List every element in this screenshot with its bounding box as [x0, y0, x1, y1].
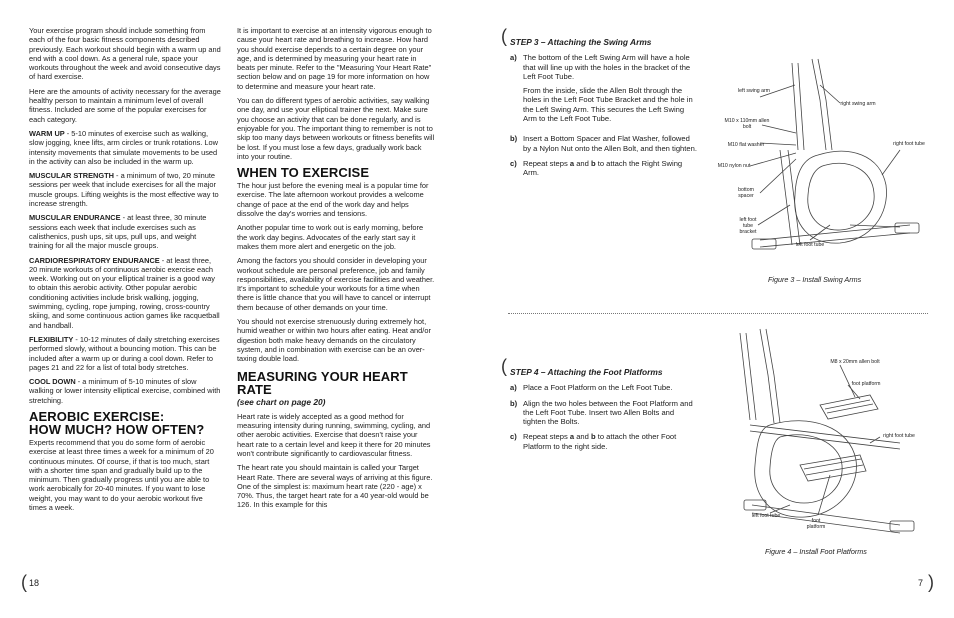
bracket-ornament-icon: (	[21, 572, 27, 592]
label-foot-platform-top: foot platform	[851, 381, 881, 387]
label-right-swing-arm: right swing arm	[840, 101, 876, 107]
label-left-foot-tube: left foot tube	[751, 513, 781, 519]
heart-rate-subheading: (see chart on page 20)	[237, 396, 326, 407]
page-number-left	[21, 572, 40, 592]
strength-label: MUSCULAR STRENGTH	[29, 171, 114, 181]
step-3-letter-b: b)	[510, 134, 518, 144]
step-4-item-b	[510, 399, 698, 427]
label-m10-nylon-nut: M10 nylon nut	[717, 163, 751, 169]
label-m10-allen-bolt: M10 x 110mm allen bolt	[724, 118, 770, 130]
page-number-right	[918, 572, 934, 592]
cool-down-text: - a minimum of 5-10 minutes of slow walking or lower intensity elliptical exercise, combined with stretching.	[29, 377, 221, 405]
step-4-item-a	[510, 383, 698, 392]
step-4-a-text: Place a Foot Platform on the Left Foot Tube.	[523, 383, 673, 393]
middle-text-column	[237, 26, 435, 515]
endurance-label: MUSCULAR ENDURANCE	[29, 213, 121, 223]
heart-rate-heading: MEASURING YOUR HEART RATE	[237, 368, 408, 397]
step-3-item-c	[510, 159, 698, 178]
endurance-paragraph	[29, 213, 221, 250]
endurance-text: - at least three, 30 minute sessions each week that include exercises such as calisthenics, push ups, sit ups, pull ups, and weight training for all the major muscle groups.	[29, 213, 207, 251]
figure-4-caption: Figure 4 – Install Foot Platforms	[765, 547, 867, 556]
cardio-label: CARDIORESPIRATORY ENDURANCE	[29, 255, 160, 265]
intro-paragraph: Your exercise program should include something from each of the four basic fitness components described previously. Each workout should begin with a warm up and end with a cool down. As a general rule, space your workouts throughout the week and avoid consecutive days of hard exercise.	[29, 26, 221, 82]
when-to-exercise-heading: WHEN TO EXERCISE	[237, 165, 370, 181]
label-left-swing-arm: left swing arm	[738, 88, 770, 94]
figure-3-caption: Figure 3 – Install Swing Arms	[768, 275, 862, 284]
section-divider	[508, 313, 928, 314]
page-number-right-text: 7	[918, 578, 924, 588]
step-4-b-text: Align the two holes between the Foot Platform and the Left Foot Tube. Insert two Allen Bolts and tighten the Bolts.	[523, 398, 693, 427]
step-3-section	[501, 26, 698, 184]
cardio-text: - at least three, 20 minute workouts of continuous aerobic exercise each week. Working out on your elliptical trainer is a good way to obtain this aerobic activity. Other popular aerobic conditioning activities include brisk walking, jogging, swimming, cycling, rope jumping, rowing, cross-country skiing, and some continuous action games like racquetball and handball.	[29, 255, 220, 330]
figure-4-illustration	[730, 325, 930, 540]
label-right-foot-tube: right foot tube	[883, 433, 915, 439]
step-3-c-text: Repeat steps a and b to attach the Right Swing Arm.	[523, 158, 683, 178]
warm-up-label: WARM UP	[29, 128, 65, 138]
when-paragraph-1: The hour just before the evening meal is a popular time for exercise. The late afternoon workout provides a welcome change of pace at the end of the work day and helps dissolve the day's worries and tensions.	[237, 181, 429, 219]
label-right-foot-tube: right foot tube	[893, 141, 925, 147]
aerobic-paragraph: Experts recommend that you do some form of aerobic exercise at least three times a week for a minimum of 20 continuous minutes. Of course, if that is too much, start with a shorter time span and gradually build up to the minimum. Then gradually progress until you are able to work aerobically for 20-40 minutes. If you want to lose weight, you may want to do your aerobic workout five times a week.	[29, 437, 214, 513]
aerobic-heading-line1: AEROBIC EXERCISE:	[29, 408, 165, 424]
flexibility-paragraph	[29, 335, 221, 372]
aerobic-heading-line2: HOW MUCH? HOW OFTEN?	[29, 421, 205, 437]
step-3-b-text: Insert a Bottom Spacer and Flat Washer, followed by a Nylon Nut onto the Allen Bolt, and then tighten.	[523, 134, 697, 153]
bracket-ornament-icon: (	[501, 26, 507, 46]
step-3-title-text: STEP 3 – Attaching the Swing Arms	[510, 37, 652, 47]
strength-text: - a minimum of two, 20 minute sessions per week that include exercises for all the major muscle groups. Lifting weights is the most effective way to increase strength.	[29, 171, 219, 209]
heart-rate-paragraph-1: Heart rate is widely accepted as a good method for measuring intensity during running, swimming, cycling, and other aerobic activities. Exercise that doesn't raise your heart rate to a certain level and keep it there for 20 minutes won't contribute significantly to cardiovascular fitness.	[237, 411, 431, 458]
intensity-paragraph: It is important to exercise at an intensity vigorous enough to cause your heart rate and breathing to increase. How hard you should exercise depends to a certain degree on your age, and is determined by measuring your heart rate in beats per minute. Refer to the "Measuring Your Heart Rate" section below and on page 19 for more information on how to determine and measure your heart rate.	[237, 26, 432, 91]
activity-amount-paragraph: Here are the amounts of activity necessary for the average healthy person to maintain a minimum level of overall fitness. Included are some of the popular exercises for each category.	[29, 86, 221, 124]
label-left-foot-tube-bracket: left foot tube bracket	[739, 217, 757, 235]
step-3-a-text-2: From the inside, slide the Allen Bolt through the holes in the Left Foot Tube Bracket and the hole in the Left Swing Arm. This secures the Left Swing Arm to the Left Foot Tube.	[523, 86, 693, 124]
step-4-section	[501, 356, 698, 457]
warm-up-text: - 5-10 minutes of exercise such as walking, slow jogging, knee lifts, arm circles or trunk rotations. Low intensity movements that simulate movements to be used in the activity can also be included in the warm up.	[29, 128, 218, 166]
flexibility-label: FLEXIBILITY	[29, 334, 74, 344]
step-3-title	[501, 26, 698, 47]
strength-paragraph	[29, 171, 221, 208]
flexibility-text: - 10-12 minutes of daily stretching exercises performed slowly, without a bouncing motion. This can be included after a warm up or during a cool down. Refer to pages 21 and 22 for a list of total body stretches.	[29, 334, 220, 372]
activities-paragraph: You can do different types of aerobic activities, say walking one day, and use your elliptical trainer the next. Make sure you choose an activity that can be done regularly, and is enjoyable for you. The important thing to remember is not to skip too many days between workouts or fitness benefits will be lost. If you must lose a few days, gradually work back into your routine.	[237, 96, 435, 161]
left-text-column	[29, 26, 221, 517]
cool-down-label: COOL DOWN	[29, 377, 76, 387]
aerobic-heading	[29, 410, 221, 436]
step-4-letter-c: c)	[510, 432, 517, 442]
bracket-ornament-icon: (	[501, 356, 507, 376]
cool-down-paragraph	[29, 377, 221, 405]
page-number-left-text: 18	[29, 578, 40, 588]
step-3-letter-a: a)	[510, 53, 517, 63]
label-left-foot-tube: left foot tube	[795, 242, 825, 248]
step-4-title-text: STEP 4 – Attaching the Foot Platforms	[510, 367, 663, 377]
step-4-item-c	[510, 432, 698, 451]
figure-3-illustration	[700, 55, 928, 270]
cardio-paragraph	[29, 256, 221, 330]
label-foot-platform-bottom: foot platform	[806, 518, 826, 530]
step-4-letter-a: a)	[510, 383, 517, 393]
step-3-item-a	[510, 53, 698, 128]
step-4-letter-b: b)	[510, 398, 518, 408]
step-3-item-b	[510, 134, 698, 153]
heart-rate-paragraph-2: The heart rate you should maintain is called your Target Heart Rate. There are several ways of arriving at this figure. One of the simplest is: maximum heart rate (220 - age) x 70%. Thus, the target heart rate for a 40 year-old would be 126. In this example for this	[237, 463, 433, 510]
warm-up-paragraph	[29, 129, 221, 166]
label-bottom-spacer: bottom spacer	[738, 187, 754, 199]
label-m8-allen-bolt: M8 x 20mm allen bolt	[830, 359, 880, 365]
step-3-letter-c: c)	[510, 158, 517, 168]
when-paragraph-2: Another popular time to work out is early morning, before the work day begins. Advocates of the early start say it makes them more alert and energetic on the job.	[237, 223, 424, 251]
step-4-title	[501, 356, 698, 377]
label-m10-flat-washer: M10 flat washer	[727, 142, 765, 148]
step-4-c-text: Repeat steps a and b to attach the other Foot Platform to the right side.	[523, 432, 677, 451]
when-paragraph-4: You should not exercise strenuously during extremely hot, humid weather or within two hours after eating. Heat and/or digestion both make heavy demands on the circulatory system, and in combination with exercise can be an over-taxing double load.	[237, 317, 431, 364]
step-3-a-text-1: The bottom of the Left Swing Arm will have a hole that will line up with the holes in the bracket of the Left Foot Tube.	[523, 53, 691, 81]
bracket-ornament-icon: )	[928, 572, 934, 592]
when-paragraph-3: Among the factors you should consider in developing your workout schedule are personal preference, job and family responsibilities, availability of exercise facilities and weather. It's important to schedule your workouts for a time when there is little chance that you will have to cancel or interrupt them because of other demands on your time.	[237, 256, 435, 312]
